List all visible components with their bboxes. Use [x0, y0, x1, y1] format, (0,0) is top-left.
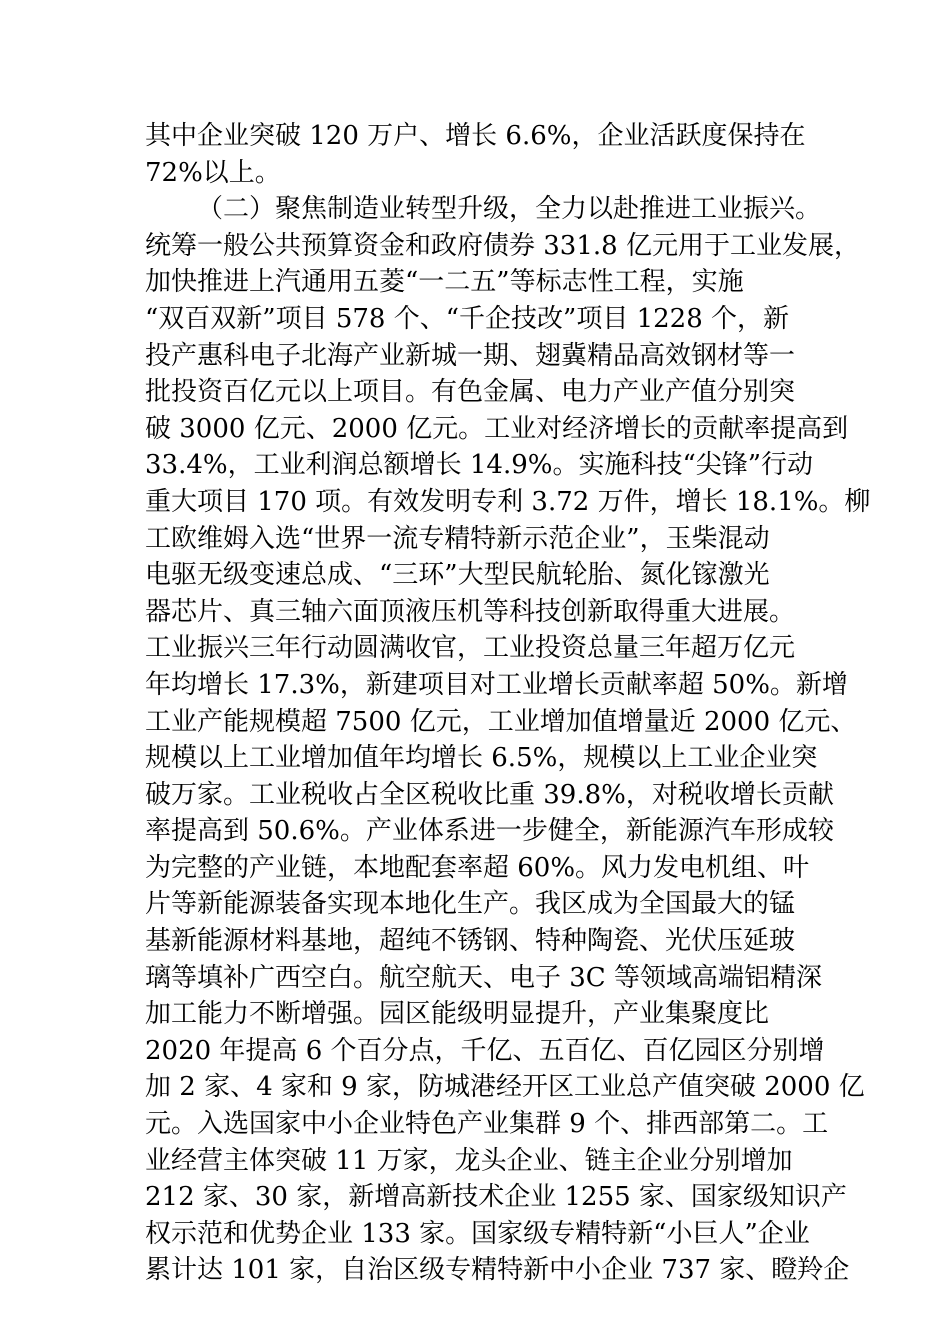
section-heading: （二）聚焦制造业转型升级，全力以赴推进工业振兴。: [197, 194, 822, 225]
text-line: 工业产能规模超 7500 亿元，工业增加值增量近 2000 亿元、: [145, 706, 857, 737]
text-line: 统筹一般公共预算资金和政府债券 331.8 亿元用于工业发展，: [145, 230, 860, 261]
text-line: 元。入选国家中小企业特色产业集群 9 个、排西部第二。工: [145, 1109, 829, 1140]
text-line: 率提高到 50.6%。产业体系进一步健全，新能源汽车形成较: [145, 816, 834, 847]
text-line: 璃等填补广西空白。航空航天、电子 3C 等领域高端铝精深: [145, 962, 822, 993]
text-line: 破万家。工业税收占全区税收比重 39.8%，对税收增长贡献: [145, 779, 834, 810]
text-line: 工欧维姆入选“世界一流专精特新示范企业”，玉柴混动: [145, 523, 770, 554]
text-line: 器芯片、真三轴六面顶液压机等科技创新取得重大进展。: [145, 596, 796, 627]
text-line: 工业振兴三年行动圆满收官，工业投资总量三年超万亿元: [145, 633, 796, 664]
text-line: 72%以上。: [145, 157, 281, 188]
text-line: 2020 年提高 6 个百分点，千亿、五百亿、百亿园区分别增: [145, 1035, 825, 1066]
text-line: 加快推进上汽通用五菱“一二五”等标志性工程，实施: [145, 267, 744, 298]
text-line: 批投资百亿元以上项目。有色金属、电力产业产值分别突: [145, 377, 796, 408]
text-line: 33.4%，工业利润总额增长 14.9%。实施科技“尖锋”行动: [145, 450, 814, 481]
text-line: 基新能源材料基地，超纯不锈钢、特种陶瓷、光伏压延玻: [145, 926, 796, 957]
text-line: “双百双新”项目 578 个、“千企技改”项目 1228 个，新: [145, 303, 790, 334]
text-line: 加 2 家、4 家和 9 家，防城港经开区工业总产值突破 2000 亿: [145, 1072, 865, 1103]
text-line: 212 家、30 家，新增高新技术企业 1255 家、国家级知识产: [145, 1182, 847, 1213]
text-line: 加工能力不断增强。园区能级明显提升，产业集聚度比: [145, 999, 770, 1030]
text-line: 其中企业突破 120 万户、增长 6.6%，企业活跃度保持在: [145, 121, 806, 151]
text-line: 为完整的产业链，本地配套率超 60%。风力发电机组、叶: [145, 852, 810, 883]
text-line: 累计达 101 家，自治区级专精特新中小企业 737 家、瞪羚企: [145, 1255, 850, 1286]
text-line: 年均增长 17.3%，新建项目对工业增长贡献率超 50%。新增: [145, 669, 848, 700]
text-line: 破 3000 亿元、2000 亿元。工业对经济增长的贡献率提高到: [145, 413, 849, 444]
body-text: [145, 118, 871, 1289]
text-line: 电驱无级变速总成、“三环”大型民航轮胎、氮化镓激光: [145, 560, 770, 591]
text-line: 片等新能源装备实现本地化生产。我区成为全国最大的锰: [145, 889, 796, 920]
text-line: 规模以上工业增加值年均增长 6.5%，规模以上工业企业突: [145, 743, 818, 774]
text-line: 重大项目 170 项。有效发明专利 3.72 万件，增长 18.1%。柳: [145, 486, 871, 517]
text-line: 权示范和优势企业 133 家。国家级专精特新“小巨人”企业: [145, 1218, 810, 1249]
text-line: 投产惠科电子北海产业新城一期、翅冀精品高效钢材等一: [145, 340, 796, 371]
text-line: 业经营主体突破 11 万家，龙头企业、链主企业分别增加: [145, 1145, 793, 1176]
